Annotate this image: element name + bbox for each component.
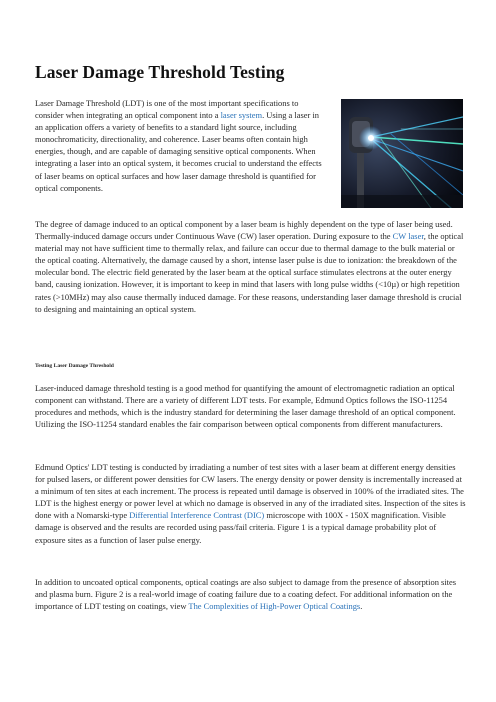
ldt-procedure-paragraph: Edmund Optics' LDT testing is conducted by irradiating a number of test sites with a laser beam at different energy densities for pulsed lasers, or different power densities for CW lasers. The energy density or power density is incrementally increased at a minimum of ten sites at each increment. The process is repeated until damage is observed in 100% of the irradiated sites. The LDT is the highest energy or power level at which no damage is observed in any of the irradiated sites. Inspection of the sites is done with a Nomarski-type Differential Interference Contrast (DIC) microscope with 100X - 150X magnification. Visible damage is observed and the results are recorded using pass/fail criteria. Figure 1 is a typical damage probability plot of exposure sites as a function of laser pulse energy. <box>35 462 466 545</box>
section-heading: Testing Laser Damage Threshold <box>35 363 114 369</box>
intro-paragraph: Laser Damage Threshold (LDT) is one of the most important specifications to consider when integrating an optical component into a laser system. Using a laser in an application offers a variety of benefits to a standard light source, including monochromaticity, directionality, and coherence. Laser beams often contain high energies, though, and are capable of damaging sensitive optical components. When integrating a laser into an optical system, it becomes crucial to understand the effects of laser beams on optical surfaces and how laser damage threshold is quantified for optical components. <box>35 98 322 193</box>
damage-mechanism-paragraph: The degree of damage induced to an optical component by a laser beam is highly dependent on the type of laser being used. Thermally-induced damage occurs under Continuous Wave (CW) laser operation. During exposure to the CW laser, the optical material may not have sufficient time to thermally relax, and failure can occur due to thermal damage to the bulk material or the optical coating. Alternatively, the damage caused by a short, intense laser pulse is due to ionization: the breakdown of the molecular bond. The electric field generated by the laser beam at the optical surface stimulates electrons at the outer energy band, causing ionization. However, it is important to keep in mind that lasers with long pulse widths (<10µ) or high repetition rates (>10MHz) may also cause thermally induced damage. For these reasons, understanding laser damage threshold is crucial to designing and maintaining an optical system. <box>35 219 464 314</box>
page-title: Laser Damage Threshold Testing <box>35 62 285 82</box>
laser-beam-photo <box>341 99 463 208</box>
link-dic-microscope[interactable]: Differential Interference Contrast (DIC) <box>129 510 265 521</box>
link-cw-laser[interactable]: CW laser <box>392 231 424 242</box>
link-laser-system[interactable]: laser system <box>220 110 263 121</box>
coating-damage-paragraph: In addition to uncoated optical components, optical coatings are also subject to damage from the presence of absorption sites and plasma burn. Figure 2 is a real-world image of coating failure due to a coating defect. For additional information on the importance of LDT testing on coatings, view The Complexities of High-Power Optical Coatings. <box>35 577 457 612</box>
ldt-testing-paragraph: Laser-induced damage threshold testing is a good method for quantifying the amount of electromagnetic radiation an optical component can withstand. There are a variety of different LDT tests. For example, Edmund Optics follows the ISO-11254 procedures and methods, which is the industry standard for determining the laser damage threshold of an optical component. Utilizing the ISO-11254 standard enables the fair comparison between optical components from different manufacturers. <box>35 383 456 430</box>
link-high-power-coatings[interactable]: The Complexities of High-Power Optical Coatings <box>188 601 361 612</box>
